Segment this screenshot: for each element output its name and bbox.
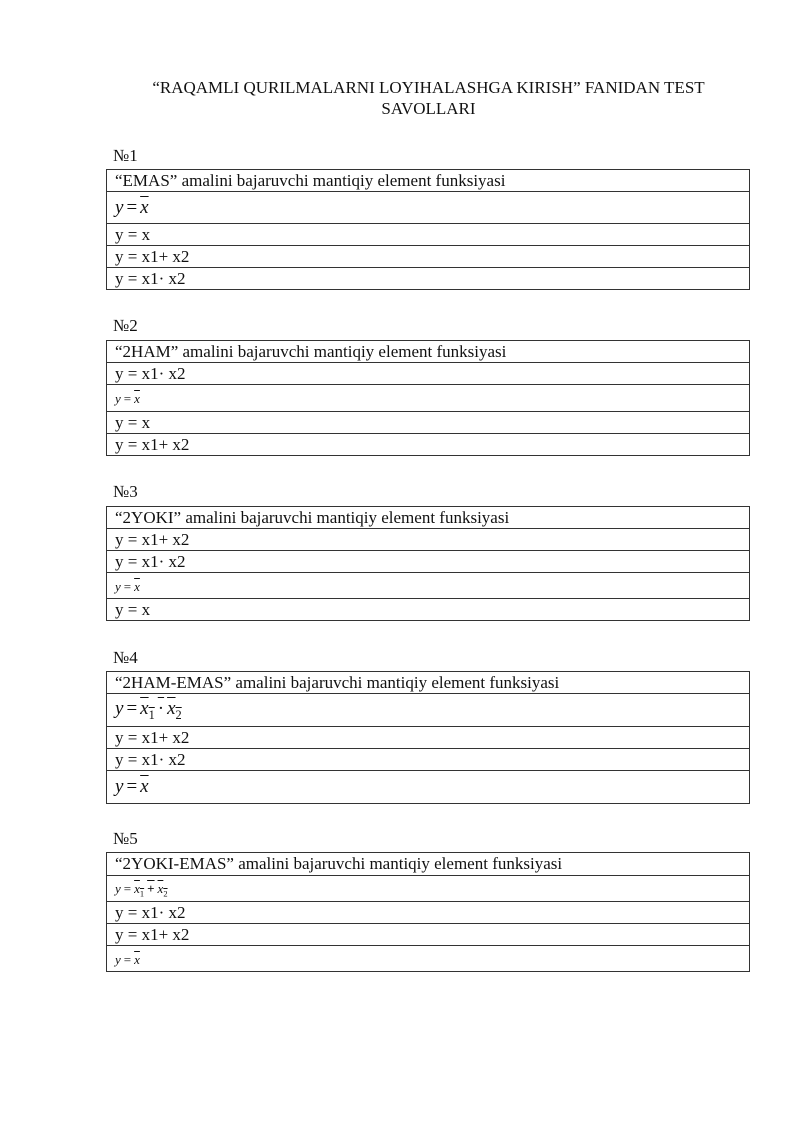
question-text-4: “2HAM-EMAS” amalini bajaruvchi mantiqiy element funksiyasi — [107, 672, 750, 694]
answer-option — [107, 573, 750, 599]
answer-option — [107, 946, 750, 972]
document-title — [107, 77, 750, 119]
answer-option: y = x1· x2 — [107, 268, 750, 290]
answer-option: y = x1· x2 — [107, 749, 750, 771]
question-number-3: №3 — [113, 482, 138, 501]
question-number-4: №4 — [113, 648, 138, 667]
answer-option — [107, 771, 750, 804]
answer-option: y = x — [107, 224, 750, 246]
formula-not-x: $y = \overline{x}$ — [115, 578, 140, 594]
question-table-3 — [106, 506, 750, 621]
question-table-2 — [106, 340, 750, 456]
answer-option: y = x1+ x2 — [107, 246, 750, 268]
answer-option: y = x1+ x2 — [107, 434, 750, 456]
question-number-2: №2 — [113, 316, 138, 335]
question-table-1 — [106, 169, 750, 290]
formula-not-x: $y = \overline{x}$ — [115, 776, 149, 797]
answer-option: y = x1+ x2 — [107, 924, 750, 946]
formula-not-x: $y = \overline{x}$ — [115, 951, 140, 967]
answer-option: y = x1+ x2 — [107, 727, 750, 749]
answer-option: y = x1· x2 — [107, 551, 750, 573]
answer-option — [107, 876, 750, 902]
answer-option: y = x1· x2 — [107, 363, 750, 385]
question-table-4 — [106, 671, 750, 804]
title-line-2: SAVOLLARI — [381, 99, 476, 118]
answer-option — [107, 385, 750, 412]
formula-not-x: $y = \overline{x}$ — [115, 196, 149, 218]
formula-nand: $y = x_1 \cdot x_2$ — [115, 697, 182, 722]
question-table-5 — [106, 852, 750, 972]
answer-option — [107, 192, 750, 224]
answer-option: y = x1· x2 — [107, 902, 750, 924]
question-text-2: “2HAM” amalini bajaruvchi mantiqiy element funksiyasi — [107, 341, 750, 363]
question-text-5: “2YOKI-EMAS” amalini bajaruvchi mantiqiy element funksiyasi — [107, 853, 750, 876]
answer-option — [107, 694, 750, 727]
answer-option: y = x — [107, 412, 750, 434]
question-text-3: “2YOKI” amalini bajaruvchi mantiqiy element funksiyasi — [107, 507, 750, 529]
formula-not-x: $y = \overline{x}$ — [115, 391, 140, 406]
answer-option: y = x — [107, 599, 750, 621]
answer-option: y = x1+ x2 — [107, 529, 750, 551]
question-text-1: “EMAS” amalini bajaruvchi mantiqiy element funksiyasi — [107, 170, 750, 192]
question-number-1: №1 — [113, 146, 138, 165]
question-number-5: №5 — [113, 829, 138, 848]
formula-nor: $y = x_1 + x_2$ — [115, 881, 168, 899]
title-line-1: “RAQAMLI QURILMALARNI LOYIHALASHGA KIRISH” FANIDAN TEST — [152, 78, 705, 97]
